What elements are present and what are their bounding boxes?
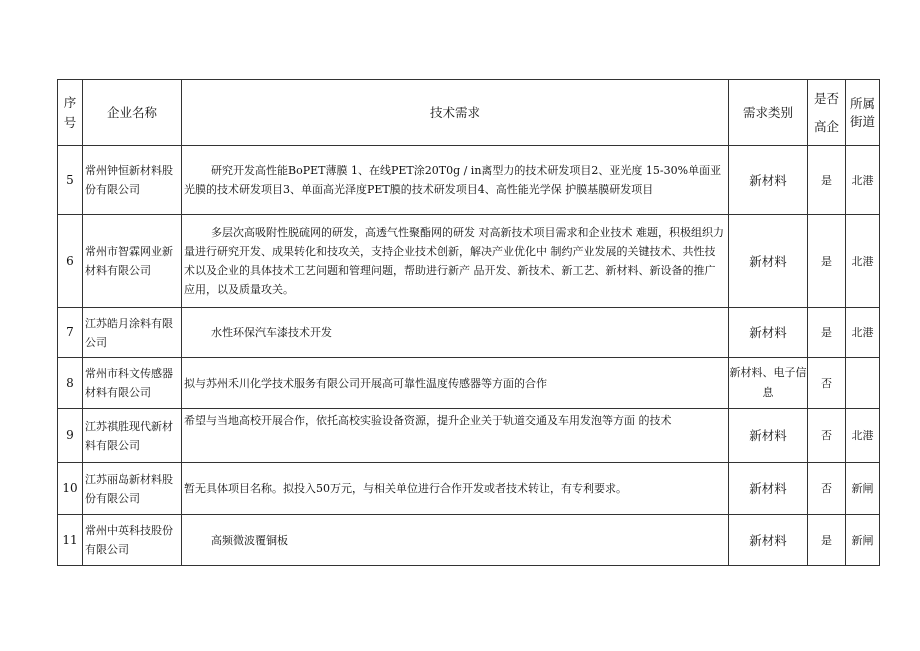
street: 新闸 xyxy=(846,463,880,515)
row-number: 8 xyxy=(58,358,83,409)
company-name: 江苏丽岛新材料股份有限公司 xyxy=(83,463,182,515)
hightech-flag: 否 xyxy=(808,463,846,515)
hightech-flag: 是 xyxy=(808,146,846,215)
street: 新闸 xyxy=(846,515,880,566)
header-requirement: 技术需求 xyxy=(182,80,729,146)
table-row xyxy=(58,358,880,409)
street: 北港 xyxy=(846,146,880,215)
category: 新材料 xyxy=(729,215,808,308)
category: 新材料 xyxy=(729,409,808,463)
requirement-text: 高频微波覆铜板 xyxy=(182,515,729,566)
row-number: 11 xyxy=(58,515,83,566)
table-row xyxy=(58,308,880,358)
category: 新材料 xyxy=(729,463,808,515)
hightech-flag: 是 xyxy=(808,515,846,566)
company-name: 江苏皓月涂料有限公司 xyxy=(83,308,182,358)
company-name: 江苏祺胜现代新材料有限公司 xyxy=(83,409,182,463)
street: 北港 xyxy=(846,308,880,358)
street: 北港 xyxy=(846,215,880,308)
hightech-flag: 是 xyxy=(808,215,846,308)
header-company: 企业名称 xyxy=(83,80,182,146)
company-name: 常州市科文传感器材料有限公司 xyxy=(83,358,182,409)
street xyxy=(846,358,880,409)
company-name: 常州钟恒新材料股份有限公司 xyxy=(83,146,182,215)
requirement-text: 研究开发高性能BoPET薄膜 1、在线PET涂20T0g / in离型力的技术研发项目2、亚光度 15-30%单面亚光膜的技术研发项目3、单面高光泽度PET膜的技术研发项目4、高性能光学保 护膜基膜研发项目 xyxy=(182,146,729,215)
table-row xyxy=(58,463,880,515)
category: 新材料 xyxy=(729,308,808,358)
street: 北港 xyxy=(846,409,880,463)
company-name: 常州中英科技股份有限公司 xyxy=(83,515,182,566)
requirement-text: 暂无具体项目名称。拟投入50万元，与相关单位进行合作开发或者技术转让，有专利要求。 xyxy=(182,463,729,515)
company-name: 常州市智霖网业新材料有限公司 xyxy=(83,215,182,308)
requirement-text: 拟与苏州禾川化学技术服务有限公司开展高可靠性温度传感器等方面的合作 xyxy=(182,358,729,409)
requirement-text: 水性环保汽车漆技术开发 xyxy=(182,308,729,358)
hightech-flag: 否 xyxy=(808,358,846,409)
category: 新材料、电子信息 xyxy=(729,358,808,409)
row-number: 6 xyxy=(58,215,83,308)
header-no: 序 号 xyxy=(58,80,83,146)
table-row xyxy=(58,409,880,463)
row-number: 7 xyxy=(58,308,83,358)
category: 新材料 xyxy=(729,515,808,566)
requirement-text: 希望与当地高校开展合作，依托高校实验设备资源，提升企业关于轨道交通及车用发泡等方面 的技术 xyxy=(182,409,729,463)
hightech-flag: 是 xyxy=(808,308,846,358)
header-category: 需求类别 xyxy=(729,80,808,146)
requirements-table xyxy=(57,79,880,566)
category: 新材料 xyxy=(729,146,808,215)
requirement-text: 多层次高吸附性脱硫网的研发，高透气性聚酯网的研发 对高新技术项目需求和企业技术 难题，积极组织力量进行研究开发、成果转化和技攻关，支持企业技术创新，解决产业优化中 制约产业发展的关键技术、共性技术以及企业的具体技术工艺问题和管理问题，帮助进行新产 品开发、新技术、新工艺、新材料、新设备的推广应用，以及质量攻关。 xyxy=(182,215,729,308)
table-row xyxy=(58,215,880,308)
table-row xyxy=(58,146,880,215)
table-row xyxy=(58,515,880,566)
row-number: 10 xyxy=(58,463,83,515)
hightech-flag: 否 xyxy=(808,409,846,463)
header-street: 所属 街道 xyxy=(846,80,880,146)
row-number: 5 xyxy=(58,146,83,215)
header-hightech: 是否 高企 xyxy=(808,80,846,146)
header-row xyxy=(58,80,880,146)
row-number: 9 xyxy=(58,409,83,463)
